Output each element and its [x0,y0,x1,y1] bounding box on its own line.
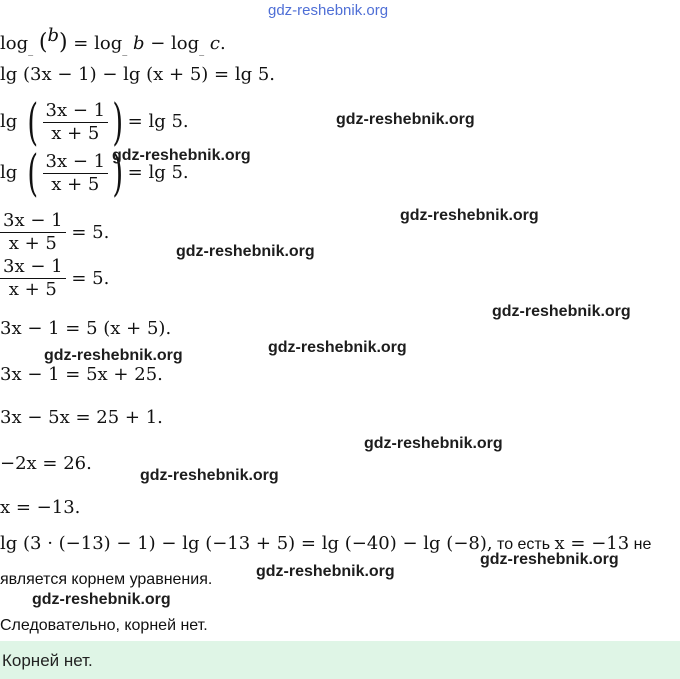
watermark: gdz-reshebnik.org [336,111,475,128]
fraction: $\frac{3x - 1}{x + 5}$ [0,256,66,301]
watermark: gdz-reshebnik.org [176,243,315,260]
answer-box [0,641,680,679]
fraction: $\frac{3x - 1}{x + 5}$ [43,100,109,145]
conclusion-text: Следовательно, корней нет. [0,617,208,634]
watermark: gdz-reshebnik.org [480,551,619,568]
equation-fraction-line: $\frac{3x - 1}{x + 5}$ = 5. [0,256,109,301]
equation-line: x = −13. [0,497,81,518]
check-math: lg (3 · (−13) − 1) − lg (−13 + 5) = lg (−40) − lg (−8), [0,533,493,554]
watermark: gdz-reshebnik.org [140,467,279,484]
watermark: gdz-reshebnik.org [268,2,389,19]
check-text-continued: является корнем уравнения. [0,571,213,588]
watermark: gdz-reshebnik.org [44,347,183,364]
watermark: gdz-reshebnik.org [364,435,503,452]
equation-line: 3x − 5x = 25 + 1. [0,407,163,428]
equation-line: −2x = 26. [0,453,92,474]
formula-line: $\log_{\_} (b) = \log_{\_} b - \log_{\_} c$. [0,25,226,57]
equation-line: 3x − 1 = 5 (x + 5). [0,318,172,339]
equation-line: 3x − 1 = 5x + 25. [0,364,163,385]
check-text: не [629,536,652,553]
watermark: gdz-reshebnik.org [400,207,539,224]
watermark: gdz-reshebnik.org [492,303,631,320]
watermark: gdz-reshebnik.org [268,339,407,356]
formula-text: $\log_{\_}$ [0,33,34,57]
check-text: то есть [492,536,555,553]
fraction: $\frac{3x - 1}{x + 5}$ [43,151,109,196]
equation-fraction-line: lg ( $\frac{3x - 1}{x + 5}$ ) = lg 5. [0,93,189,151]
watermark: gdz-reshebnik.org [32,591,171,608]
watermark: gdz-reshebnik.org [112,147,251,164]
answer-text: Корней нет. [2,651,93,670]
equation-fraction-line: $\frac{3x - 1}{x + 5}$ = 5. [0,210,109,255]
check-math-root: x = −13 [554,533,630,554]
equation-fraction-line: lg ( $\frac{3x - 1}{x + 5}$ ) = lg 5. [0,144,189,202]
watermark: gdz-reshebnik.org [256,563,395,580]
fraction: $\frac{3x - 1}{x + 5}$ [0,210,66,255]
equation-line: lg (3x − 1) − lg (x + 5) = lg 5. [0,64,276,85]
